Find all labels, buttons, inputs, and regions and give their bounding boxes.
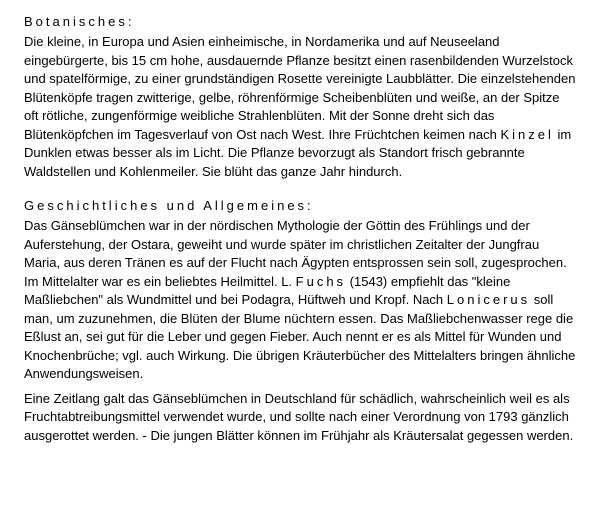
paragraph-botanisches bbox=[24, 33, 577, 181]
section-botanisches bbox=[24, 13, 577, 181]
author-name-lonicerus: Lonicerus bbox=[446, 292, 531, 307]
section-geschichte bbox=[24, 197, 577, 445]
section-heading-geschichte: Geschichtliches und Allgemeines: bbox=[24, 198, 314, 213]
author-name-fuchs: Fuchs bbox=[295, 273, 347, 289]
section-heading-botanisches: Botanisches: bbox=[24, 14, 135, 29]
paragraph-geschichte-2: Eine Zeitlang galt das Gänseblümchen in Deutschland für schädlich, wahrscheinlich weil es als Fruchtabtreibungsmittel verwendet wurde, und sollte nach einer Verordnung von 1793 gänzlich ausgerottet werden. - Die jungen Blätter können im Frühjahr als Kräutersalat gegessen werden. bbox=[24, 390, 574, 443]
paragraph-geschichte-1 bbox=[24, 217, 577, 384]
text-run: im Dunklen etwas besser als im Licht. Die Pflanze bevorzugt als Standort frisch gebrannte Waldstellen und Kohlenmeiler. Sie blüht das ganze Jahr hindurch. bbox=[24, 126, 572, 179]
text-run: soll man, um zuzunehmen, die Blüten der Blume nüchtern essen. Das Maßliebchenwasser rege die Eßlust an, sei gut für die Leber und gegen Fieber. Auch nennt er es als Mittel für Wunden und Knochenbrüche; vgl. auch Wirkung. Die übrigen Kräuterbücher des Mittelalters bringen ähnliche Anwendungsweisen. bbox=[24, 292, 576, 381]
text-run: Die kleine, in Europa und Asien einheimische, in Nordamerika und auf Neuseeland eingebürgerte, bis 15 cm hohe, ausdauernde Pflanze besitzt einen rasenbildenden Wurzelstock und spatelförmige, zu einer grundständigen Rosette vereinigte Laubblätter. Die einzelstehenden Blütenköpfe tragen zwitterige, gelbe, röhrenförmige Scheibenblüten und weiße, an der Spitze oft rötliche, zungenförmige weibliche Strahlenblüten. Mit der Sonne dreht sich das Blütenköpfchen im Tagesverlauf von Ost nach West. Ihre Früchtchen keimen nach bbox=[24, 34, 576, 142]
text-run: (1543) empfiehlt das "kleine Maßliebchen" als Wundmittel und bei Podagra, Hüftweh und Kropf. Nach bbox=[24, 273, 511, 307]
author-name-kinzel: Kinzel bbox=[500, 126, 554, 142]
text-run: Das Gänseblümchen war in der nördischen Mythologie der Göttin des Frühlings und der Auferstehung, der Ostara, geweiht und wurde später im christlichen Zeitalter der Jungfrau Maria, aus deren Tränen es auf der Flucht nach Ägypten entsprossen sein soll, zugesprochen. Im Mittelalter war es ein beliebtes Heilmittel. L. bbox=[24, 218, 567, 289]
